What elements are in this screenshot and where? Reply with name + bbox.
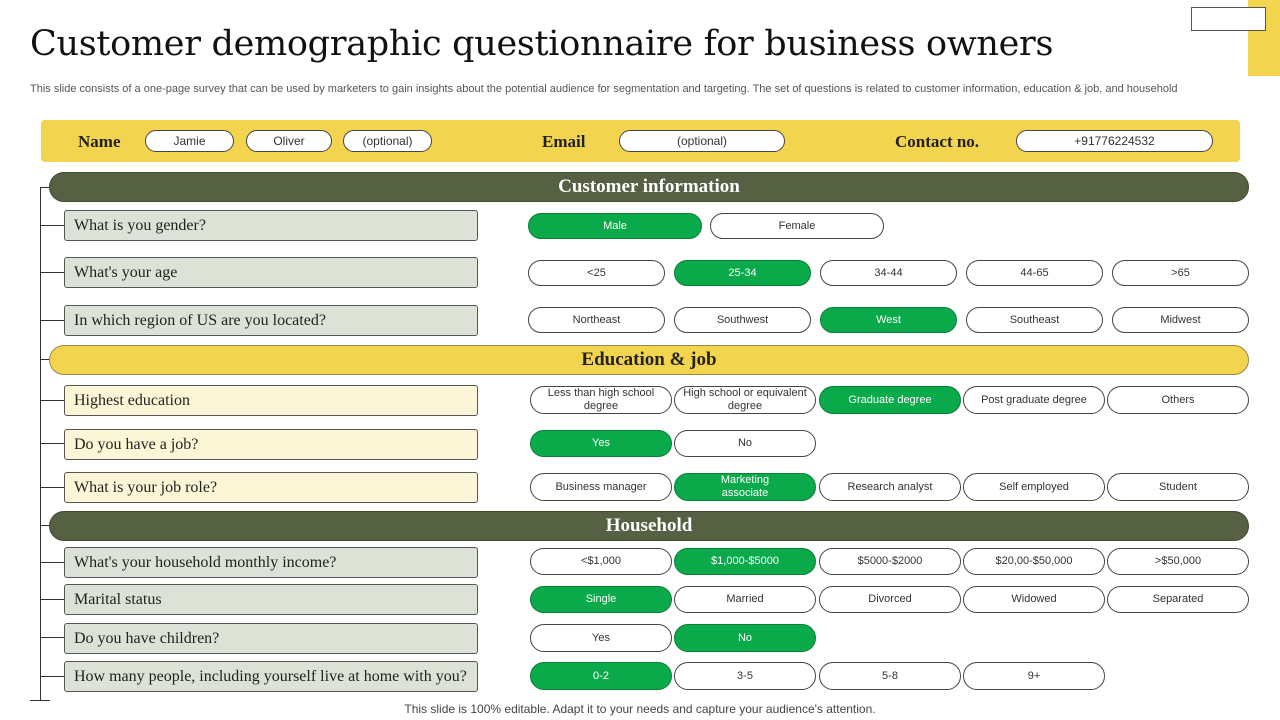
- option-education-high-school[interactable]: High school or equivalent degree: [674, 386, 816, 414]
- branch-line: [40, 562, 64, 563]
- question-household-size: How many people, including yourself live at home with you?: [64, 661, 478, 692]
- contact-number-label: Contact no.: [895, 132, 980, 151]
- option-region-southwest[interactable]: Southwest: [674, 307, 811, 333]
- option-income-over-50000[interactable]: >$50,000: [1107, 548, 1249, 575]
- option-region-midwest[interactable]: Midwest: [1112, 307, 1249, 333]
- option-age-44-65[interactable]: 44-65: [966, 260, 1103, 286]
- option-age-under-25[interactable]: <25: [528, 260, 665, 286]
- option-education-less-than-high-school[interactable]: Less than high school degree: [530, 386, 672, 414]
- option-region-northeast[interactable]: Northeast: [528, 307, 665, 333]
- contact-bar: [41, 120, 1240, 162]
- section-household: Household: [49, 511, 1249, 541]
- branch-line: [40, 599, 64, 600]
- branch-line: [40, 272, 64, 273]
- option-region-southeast[interactable]: Southeast: [966, 307, 1103, 333]
- middle-name-field[interactable]: (optional): [343, 130, 432, 152]
- option-household-0-2[interactable]: 0-2: [530, 662, 672, 690]
- question-gender: What is you gender?: [64, 210, 478, 241]
- option-age-over-65[interactable]: >65: [1112, 260, 1249, 286]
- tree-connector-foot: [30, 700, 50, 701]
- page-title: Customer demographic questionnaire for business owners: [30, 24, 1054, 64]
- email-field[interactable]: (optional): [619, 130, 785, 152]
- question-has-job: Do you have a job?: [64, 429, 478, 460]
- corner-box: [1191, 7, 1266, 31]
- option-marital-divorced[interactable]: Divorced: [819, 586, 961, 613]
- option-education-graduate[interactable]: Graduate degree: [819, 386, 961, 414]
- option-education-post-graduate[interactable]: Post graduate degree: [963, 386, 1105, 414]
- option-marital-separated[interactable]: Separated: [1107, 586, 1249, 613]
- option-gender-male[interactable]: Male: [528, 213, 702, 239]
- first-name-field[interactable]: Jamie: [145, 130, 234, 152]
- last-name-field[interactable]: Oliver: [246, 130, 332, 152]
- contact-number-field[interactable]: +91776224532: [1016, 130, 1213, 152]
- question-children: Do you have children?: [64, 623, 478, 654]
- branch-line: [40, 443, 64, 444]
- branch-line: [40, 637, 64, 638]
- option-marital-married[interactable]: Married: [674, 586, 816, 613]
- question-region: In which region of US are you located?: [64, 305, 478, 336]
- option-household-5-8[interactable]: 5-8: [819, 662, 961, 690]
- option-age-25-34[interactable]: 25-34: [674, 260, 811, 286]
- section-customer-information: Customer information: [49, 172, 1249, 202]
- section-education-job: Education & job: [49, 345, 1249, 375]
- branch-line: [40, 320, 64, 321]
- name-label: Name: [78, 132, 121, 151]
- option-gender-female[interactable]: Female: [710, 213, 884, 239]
- option-income-20000-50000[interactable]: $20,00-$50,000: [963, 548, 1105, 575]
- option-marital-single[interactable]: Single: [530, 586, 672, 613]
- option-household-3-5[interactable]: 3-5: [674, 662, 816, 690]
- option-region-west[interactable]: West: [820, 307, 957, 333]
- option-income-under-1000[interactable]: <$1,000: [530, 548, 672, 575]
- question-job-role: What is your job role?: [64, 472, 478, 503]
- question-household-income: What's your household monthly income?: [64, 547, 478, 578]
- branch-line: [40, 676, 64, 677]
- branch-line: [40, 225, 64, 226]
- option-children-yes[interactable]: Yes: [530, 624, 672, 652]
- option-age-34-44[interactable]: 34-44: [820, 260, 957, 286]
- option-role-marketing-associate[interactable]: Marketing associate: [674, 473, 816, 501]
- option-marital-widowed[interactable]: Widowed: [963, 586, 1105, 613]
- option-education-others[interactable]: Others: [1107, 386, 1249, 414]
- tree-connector: [40, 187, 41, 701]
- question-age: What's your age: [64, 257, 478, 288]
- question-marital-status: Marital status: [64, 584, 478, 615]
- option-role-self-employed[interactable]: Self employed: [963, 473, 1105, 501]
- email-label: Email: [542, 132, 586, 151]
- option-job-yes[interactable]: Yes: [530, 430, 672, 457]
- question-highest-education: Highest education: [64, 385, 478, 416]
- option-income-1000-5000[interactable]: $1,000-$5000: [674, 548, 816, 575]
- option-income-5000-20000[interactable]: $5000-$2000: [819, 548, 961, 575]
- option-role-student[interactable]: Student: [1107, 473, 1249, 501]
- footer-note: This slide is 100% editable. Adapt it to your needs and capture your audience's attention.: [404, 702, 876, 716]
- branch-line: [40, 487, 64, 488]
- option-children-no[interactable]: No: [674, 624, 816, 652]
- option-household-9-plus[interactable]: 9+: [963, 662, 1105, 690]
- option-role-research-analyst[interactable]: Research analyst: [819, 473, 961, 501]
- option-role-business-manager[interactable]: Business manager: [530, 473, 672, 501]
- page-subtitle: This slide consists of a one-page survey that can be used by marketers to gain insights about the potential audience for segmentation and targeting. The set of questions is related to customer information, education & job, and household: [30, 83, 1178, 95]
- branch-line: [40, 400, 64, 401]
- option-job-no[interactable]: No: [674, 430, 816, 457]
